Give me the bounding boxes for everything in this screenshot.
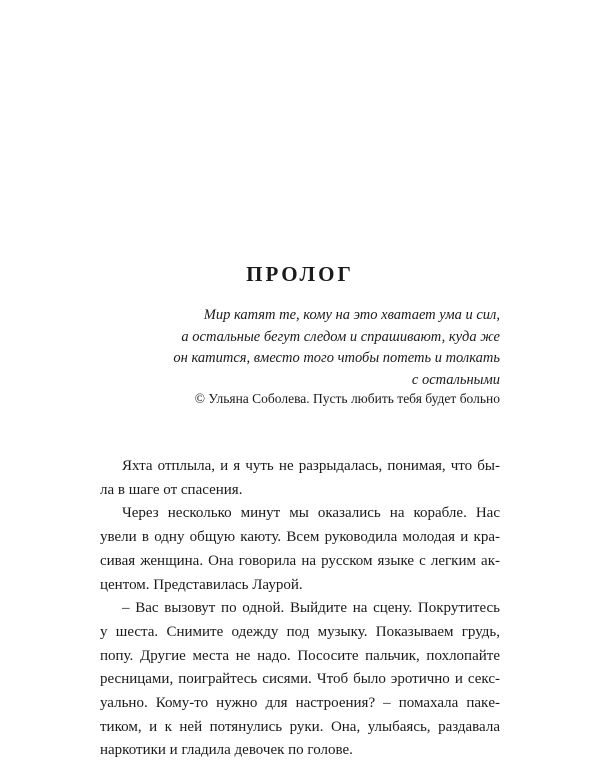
paragraph-line: тиком, и к ней потянулись руки. Она, улыбаясь, раздавала — [100, 718, 500, 735]
paragraph-line: сивая женщина. Она говорила на русском языке с легким ак- — [100, 552, 500, 569]
epigraph-line: с остальными — [411, 371, 500, 388]
paragraph-line: увели в одну общую каюту. Всем руководила молодая и кра- — [100, 529, 500, 546]
epigraph-source: © Ульяна Соболева. Пусть любить тебя будет больно — [194, 391, 500, 406]
epigraph-line: а остальные бегут следом и спрашивают, куда же — [181, 328, 500, 345]
paragraph-line: Яхта отплыла, и я чуть не разрыдалась, понимая, что бы- — [122, 458, 500, 474]
epigraph — [140, 305, 500, 391]
paragraph-line: у шеста. Снимите одежду под музыку. Показываем грудь, — [100, 623, 500, 640]
paragraph-line: уально. Кому-то нужно для настроения? – помахала пакe- — [100, 695, 500, 712]
paragraph-line: наркотики и гладила девочек по голове. — [100, 742, 353, 759]
body-text — [100, 455, 500, 763]
paragraph-line: центом. Представилась Лаурой. — [100, 576, 303, 593]
epigraph-line: Мир катят те, кому на это хватает ума и сил, — [203, 307, 500, 323]
epigraph-line: он катится, вместо того чтобы потеть и толкать — [173, 350, 500, 366]
paragraph-line: ресницами, поиграйтесь сисями. Чтоб было эротично и секс- — [100, 671, 500, 688]
paragraph-line: Через несколько минут мы оказались на корабле. Нас — [122, 505, 500, 522]
paragraph-line: – Вас вызовут по одной. Выйдите на сцену. Покрутитесь — [122, 600, 500, 617]
paragraph-line: ла в шаге от спасения. — [100, 481, 243, 498]
paragraph-line: попу. Другие места не надо. Пососите пальчик, похлопайте — [100, 647, 500, 664]
chapter-title: ПРОЛОГ — [246, 262, 354, 286]
